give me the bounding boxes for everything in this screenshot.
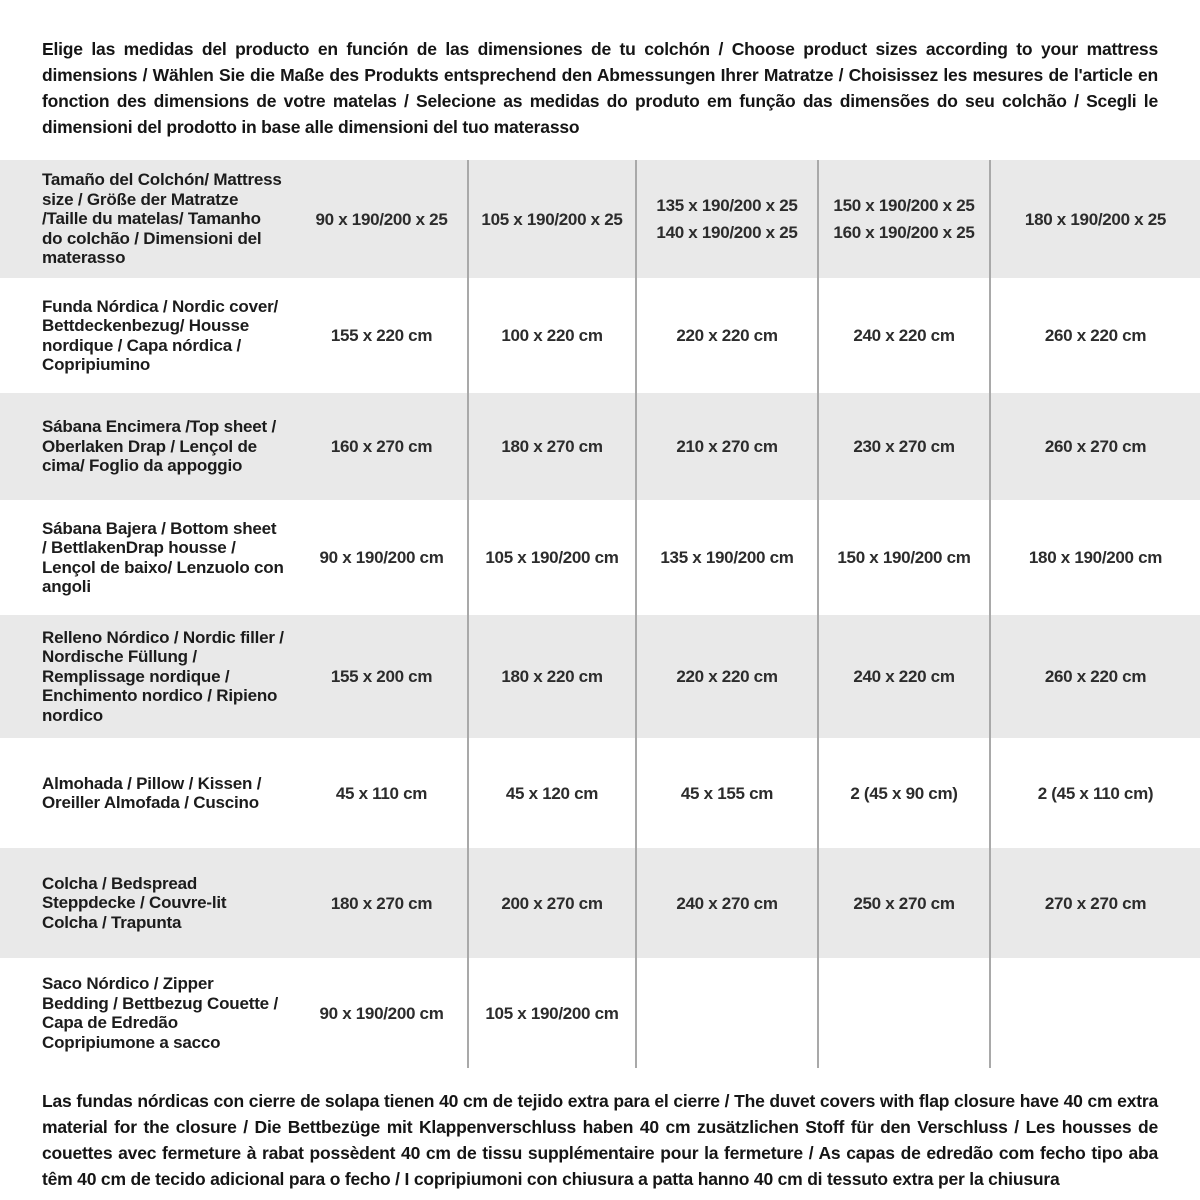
size-value: 240 x 220 cm <box>818 278 990 393</box>
size-value <box>990 958 1200 1068</box>
size-value: 105 x 190/200 cm <box>468 500 636 615</box>
size-value <box>818 958 990 1068</box>
table-row <box>0 615 1200 738</box>
size-value: 105 x 190/200 x 25 <box>468 160 636 278</box>
size-value: 180 x 190/200 cm <box>990 500 1200 615</box>
size-value: 150 x 190/200 cm <box>818 500 990 615</box>
size-value: 45 x 120 cm <box>468 738 636 848</box>
size-value: 220 x 220 cm <box>636 278 818 393</box>
footnote-paragraph: Las fundas nórdicas con cierre de solapa tienen 40 cm de tejido extra para el cierre / The duvet covers with flap closure have 40 cm extra material for the closure / Die Bettbezüge mit Klappenverschluss haben 40 cm zusätzlichen Stoff für den Verschluss / Les housses de couettes avec fermeture à rabat possèdent 40 cm de tissu supplémentaire pour la fermeture / As capas de edredão com fecho tipo aba têm 40 cm de tecido adicional para o fecho / I copripiumoni con chiusura a patta hanno 40 cm di tessuto extra per la chiusura <box>42 1091 1158 1189</box>
table-row <box>0 848 1200 958</box>
size-value: 260 x 220 cm <box>990 278 1200 393</box>
size-value: 250 x 270 cm <box>818 848 990 958</box>
table-row <box>0 500 1200 615</box>
size-value: 2 (45 x 110 cm) <box>990 738 1200 848</box>
table-row <box>0 160 1200 278</box>
size-value: 150 x 190/200 x 25 160 x 190/200 x 25 <box>818 160 990 278</box>
size-value: 2 (45 x 90 cm) <box>818 738 990 848</box>
size-value: 105 x 190/200 cm <box>468 958 636 1068</box>
size-table <box>0 160 1200 1068</box>
table-row <box>0 278 1200 393</box>
size-value: 160 x 270 cm <box>330 437 433 456</box>
size-value: 220 x 220 cm <box>636 615 818 738</box>
size-value: 260 x 270 cm <box>990 393 1200 500</box>
size-value: 200 x 270 cm <box>468 848 636 958</box>
size-value: 210 x 270 cm <box>636 393 818 500</box>
row-label: Tamaño del Colchón/ Mattress size / Größe der Matratze /Taille du matelas/ Tamanho do colchão / Dimensioni del materasso <box>42 170 282 268</box>
table-row <box>0 393 1200 500</box>
size-value: 230 x 270 cm <box>818 393 990 500</box>
row-label: Colcha / Bedspread Steppdecke / Couvre-lit Colcha / Trapunta <box>42 873 227 932</box>
table-row <box>0 958 1200 1068</box>
row-label: Sábana Encimera /Top sheet / Oberlaken Drap / Lençol de cima/ Foglio da appoggio <box>42 417 277 476</box>
size-value: 45 x 110 cm <box>335 783 428 803</box>
row-label: Funda Nórdica / Nordic cover/ Bettdeckenbezug/ Housse nordique / Capa nórdica / Copripiumino <box>42 296 279 374</box>
size-value: 260 x 220 cm <box>990 615 1200 738</box>
size-value: 90 x 190/200 cm <box>319 1003 444 1023</box>
row-label: Saco Nórdico / Zipper Bedding / Bettbezug Couette / Capa de Edredão Copripiumone a sacco <box>42 974 278 1052</box>
size-value: 180 x 190/200 x 25 <box>990 160 1200 278</box>
size-value: 90 x 190/200 x 25 <box>315 209 448 229</box>
size-value: 100 x 220 cm <box>468 278 636 393</box>
size-value: 45 x 155 cm <box>636 738 818 848</box>
size-value: 270 x 270 cm <box>990 848 1200 958</box>
table-row <box>0 738 1200 848</box>
size-table-body <box>0 160 1200 1068</box>
size-value: 155 x 220 cm <box>330 326 433 345</box>
size-value: 135 x 190/200 x 25 140 x 190/200 x 25 <box>636 160 818 278</box>
size-value <box>636 958 818 1068</box>
intro-paragraph: Elige las medidas del producto en función de las dimensiones de tu colchón / Choose product sizes according to your mattress dimensions / Wählen Sie die Maße des Produkts entsprechend den Abmessungen Ihrer Matratze / Choisissez les mesures de l'article en fonction des dimensions de votre matelas / Selecione as medidas do produto em função das dimensões do seu colchão / Scegli le dimensioni del prodotto in base alle dimensioni del tuo materasso <box>42 39 1158 137</box>
row-label: Almohada / Pillow / Kissen / Oreiller Almofada / Cuscino <box>42 773 262 812</box>
row-label: Relleno Nórdico / Nordic filler / Nordische Füllung / Remplissage nordique / Enchimento nordico / Ripieno nordico <box>42 627 284 725</box>
size-value: 240 x 270 cm <box>636 848 818 958</box>
row-label: Sábana Bajera / Bottom sheet / BettlakenDrap housse / Lençol de baixo/ Lenzuolo con angoli <box>42 518 284 596</box>
size-value: 135 x 190/200 cm <box>636 500 818 615</box>
size-value: 240 x 220 cm <box>818 615 990 738</box>
size-value: 180 x 270 cm <box>468 393 636 500</box>
size-value: 180 x 220 cm <box>468 615 636 738</box>
size-value: 180 x 270 cm <box>330 893 433 913</box>
size-value: 90 x 190/200 cm <box>319 548 444 567</box>
size-value: 155 x 200 cm <box>330 667 433 686</box>
